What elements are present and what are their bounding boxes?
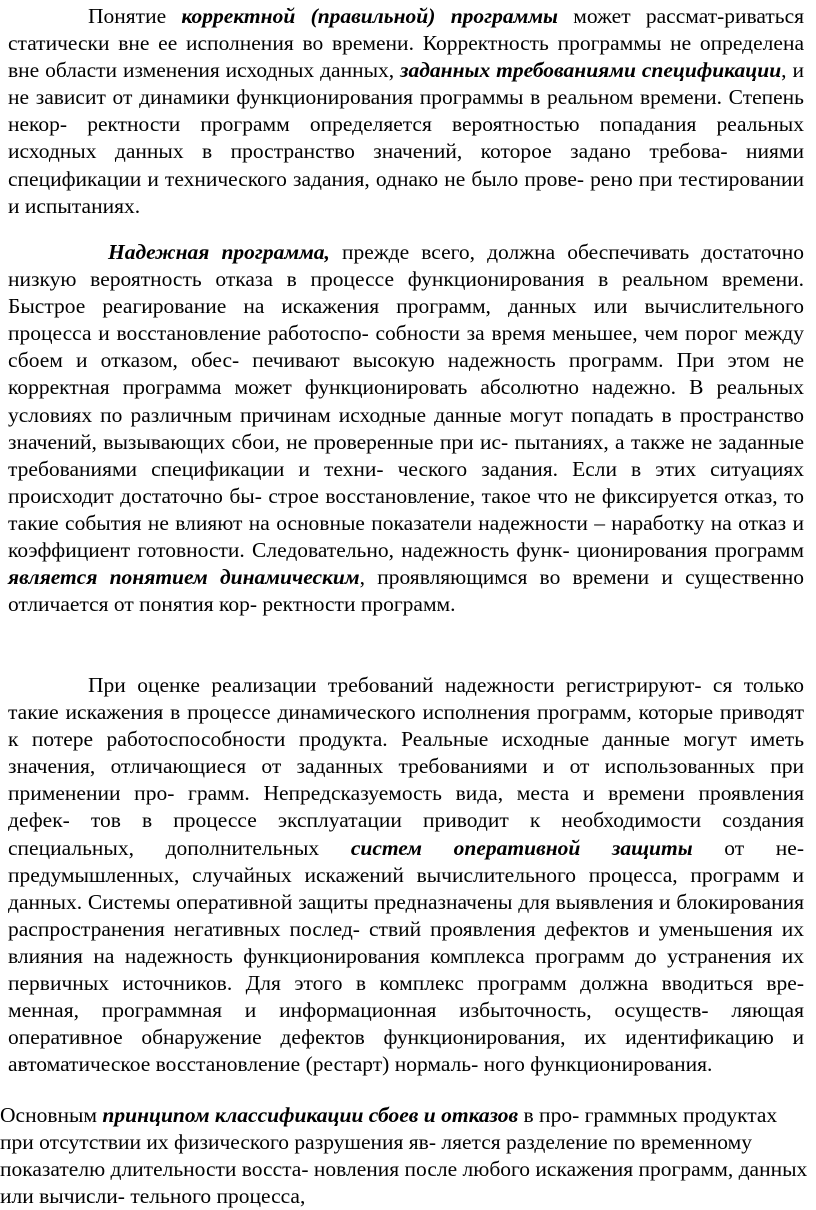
emphasis-term: принципом классификации сбоев и отказов [102, 1103, 519, 1127]
emphasis-term: является понятием динамическим [8, 565, 360, 590]
emphasis-term: Надежная программа, [108, 240, 330, 264]
paragraph-reliable-program [8, 239, 804, 618]
text-run: Понятие [88, 4, 182, 28]
text-run: в про- граммных продуктах при отсутствии их физического разрушения яв- ляется разделение по временному показателю длительности восста- новления после любого искажения программ, данных или вычисли- тельного процесса, [0, 1103, 808, 1209]
text-run: Основным [0, 1103, 103, 1127]
text-run: , проявляющимся во времени и существенно отличается от понятия кор- ректности программ. [8, 565, 804, 617]
emphasis-term: корректной (правильной) программы [181, 4, 558, 28]
text-run: может рассмат-риваться статически вне ее исполнения во времени. Корректность программы не определена вне области изменения исходных данных, [8, 4, 805, 83]
paragraph-operational-protection [8, 672, 804, 1078]
paragraph-correct-program [8, 3, 804, 220]
text-run: от не- предумышленных, случайных искажений вычислительного процесса, программ и данных. Системы оперативной защиты предназначены для выявления и блокирования распространения негативных послед- ствий проявления дефектов и уменьшения их влияния на надежность функционирования комплекса программ до устранения их первичных источников. Для этого в комплекс программ должна вводиться вре- менная, программная и информационная избыточность, осуществ- ляющая оперативное обнаружение дефектов функционирования, их идентификацию и автоматическое восстановление (рестарт) нормаль- ного функционирования. [8, 835, 804, 1077]
text-run: При оценке реализации требований надежности регистрируют- ся только такие искажения в процессе динамического исполнения программ, которые приводят к потере работоспособности продукта. Реальные исходные данные могут иметь значения, отличающиеся от заданных требованиями и от использованных при применении про- грамм. Непредсказуемость вида, места и времени проявления дефек- тов в процессе эксплуатации приводит к необходимости создания специальных, дополнительных [8, 673, 804, 860]
emphasis-term: систем оперативной защиты [350, 835, 693, 860]
paragraph-classification-principle [0, 1102, 812, 1210]
emphasis-term: заданных требованиями спецификации [400, 58, 782, 83]
text-run: , и не зависит от динамики функционирования программы в реальном времени. Степень некор- ректности программ определяется вероятностью попадания реальных исходных данных в пространство значений, которое задано требова- ниями спецификации и технического задания, однако не было прове- рено при тестировании и испытаниях. [8, 58, 804, 218]
text-run: прежде всего, должна обеспечивать достаточно низкую вероятность отказа в процессе функционирования в реальном времени. Быстрое реагирование на искажения программ, данных или вычислительного процесса и восстановление работоспо- собности за время меньшее, чем порог между сбоем и отказом, обес- печивают высокую надежность программ. При этом не корректная программа может функционировать абсолютно надежно. В реальных условиях по различным причинам исходные данные могут попадать в пространство значений, вызывающих сбои, не проверенные при ис- пытаниях, а также не заданные требованиями спецификации и техни- ческого задания. Если в этих ситуациях происходит достаточно бы- строе восстановление, такое что не фиксируется отказ, то такие события не влияют на основные показатели надежности – наработку на отказ и коэффициент готовности. Следовательно, надежность функ- ционирования программ [8, 240, 804, 563]
